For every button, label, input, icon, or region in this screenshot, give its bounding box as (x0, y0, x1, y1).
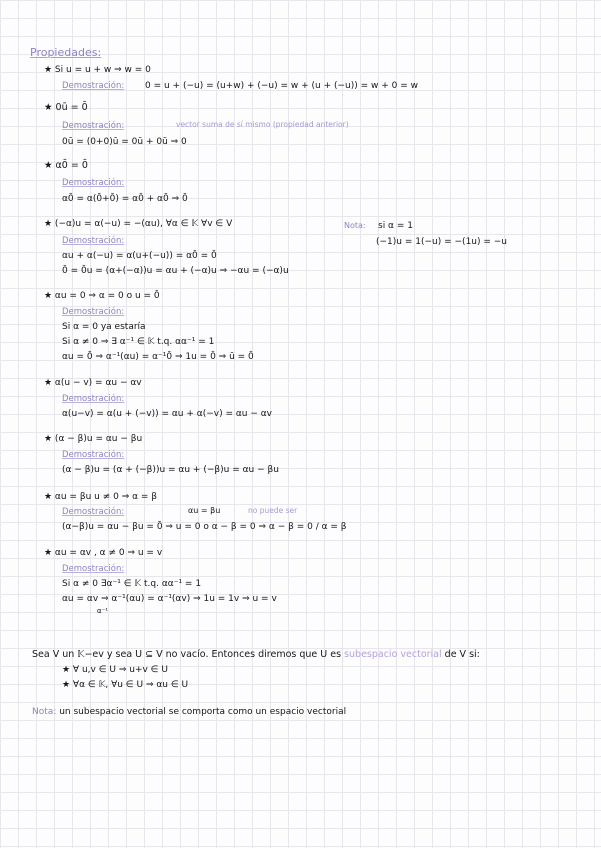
prop-7-dem-label: Demostración: (62, 450, 125, 460)
prop-6-proof: α(u−v) = α(u + (−v)) = αu + α(−v) = αu − αv (62, 409, 273, 419)
prop-7-statement: ★ (α − β)u = αu − βu (44, 434, 143, 444)
prop-4-note-2: (−1)u = 1(−u) = −(1u) = −u (376, 237, 508, 247)
prop-4-proof-1: αu + α(−u) = α(u+(−u)) = α0̄ = 0̄ (62, 251, 217, 261)
prop-8-proof: (α−β)u = αu − βu = 0̄ ⇒ u = 0 o α − β = 0 ⇒ α − β = 0 / α = β (62, 522, 347, 532)
prop-4-statement: ★ (−α)u = α(−u) = −(αu), ∀α ∈ 𝕂 ∀v ∈ V (44, 219, 233, 229)
prop-8-over-note: αu = βu (188, 506, 221, 515)
prop-1-proof: 0 = u + (−u) = (u+w) + (−u) = w + (u + (−u)) = w + 0 = w (145, 81, 419, 91)
prop-7-proof: (α − β)u = (α + (−β))u = αu + (−β)u = αu − βu (62, 465, 279, 475)
page-title: Propiedades: (30, 46, 102, 59)
definition-bullet-2: ★ ∀α ∈ 𝕂, ∀u ∈ U ⇒ αu ∈ U (62, 680, 189, 690)
prop-3-proof: α0̄ = α(0̄+0̄) = α0̄ + α0̄ ⇒ 0̄ (62, 194, 188, 204)
final-note (32, 706, 346, 718)
prop-9-statement: ★ αu = αv , α ≠ 0 ⇒ u = v (44, 548, 163, 558)
prop-8-annotation: no puede ser (248, 506, 298, 515)
prop-9-dem-label: Demostración: (62, 564, 125, 574)
prop-8-dem-label: Demostración: (62, 507, 125, 517)
definition-bullet-1: ★ ∀ u,v ∈ U ⇒ u+v ∈ U (62, 665, 168, 675)
prop-5-statement: ★ αu = 0 ⇒ α = 0 o u = 0̄ (44, 291, 160, 301)
prop-5-dem-label: Demostración: (62, 307, 125, 317)
prop-2-statement: ★ 0ū = 0̄ (44, 102, 88, 113)
prop-4-proof-2: 0̄ = 0̄u = (α+(−α))u = αu + (−α)u ⇒ −αu = (−α)u (62, 266, 289, 276)
prop-4-note: si α = 1 (378, 221, 413, 231)
definition-text-end: de V si: (441, 649, 480, 660)
prop-1-statement: ★ Si u = u + w ⇒ w = 0 (44, 65, 151, 75)
prop-4-dem-label: Demostración: (62, 236, 125, 246)
final-note-text: un subespacio vectorial se comporta como un espacio vectorial (56, 707, 347, 717)
prop-6-dem-label: Demostración: (62, 394, 125, 404)
prop-5-proof-3: αu = 0̄ ⇒ α⁻¹(αu) = α⁻¹0̄ ⇒ 1u = 0̄ ⇒ ū = 0̄ (62, 352, 254, 362)
prop-9-subscript: α⁻¹ (97, 607, 109, 615)
prop-3-dem-label: Demostración: (62, 178, 125, 188)
prop-5-proof-1: Si α = 0 ya estaría (62, 322, 146, 332)
definition-text-start: Sea V un 𝕂−ev y sea U ⊆ V no vacío. Entonces diremos que U es (32, 649, 345, 660)
prop-5-proof-2: Si α ≠ 0 ⇒ ∃ α⁻¹ ∈ 𝕂 t.q. αα⁻¹ = 1 (62, 337, 215, 347)
prop-2-dem-label: Demostración: (62, 121, 125, 131)
prop-3-statement: ★ α0̄ = 0̄ (44, 160, 88, 171)
prop-6-statement: ★ α(u − v) = αu − αv (44, 378, 142, 388)
prop-8-statement: ★ αu = βu u ≠ 0 ⇒ α = β (44, 492, 158, 502)
definition-term: subespacio vectorial (344, 649, 442, 660)
prop-2-annotation: vector suma de sí mismo (propiedad anterior) (176, 120, 349, 129)
prop-2-proof: 0ū = (0+0)ū = 0ū + 0ū ⇒ 0 (62, 137, 187, 147)
final-note-label: Nota: (32, 707, 57, 717)
prop-9-proof-2: αu = αv ⇒ α⁻¹(αu) = α⁻¹(αv) ⇒ 1u = 1v ⇒ u = v (62, 594, 277, 604)
prop-9-proof-1: Si α ≠ 0 ∃α⁻¹ ∈ 𝕂 t.q. αα⁻¹ = 1 (62, 579, 202, 589)
prop-4-note-label: Nota: (344, 221, 366, 230)
definition-line (32, 649, 480, 661)
prop-1-dem-label: Demostración: (62, 81, 125, 91)
